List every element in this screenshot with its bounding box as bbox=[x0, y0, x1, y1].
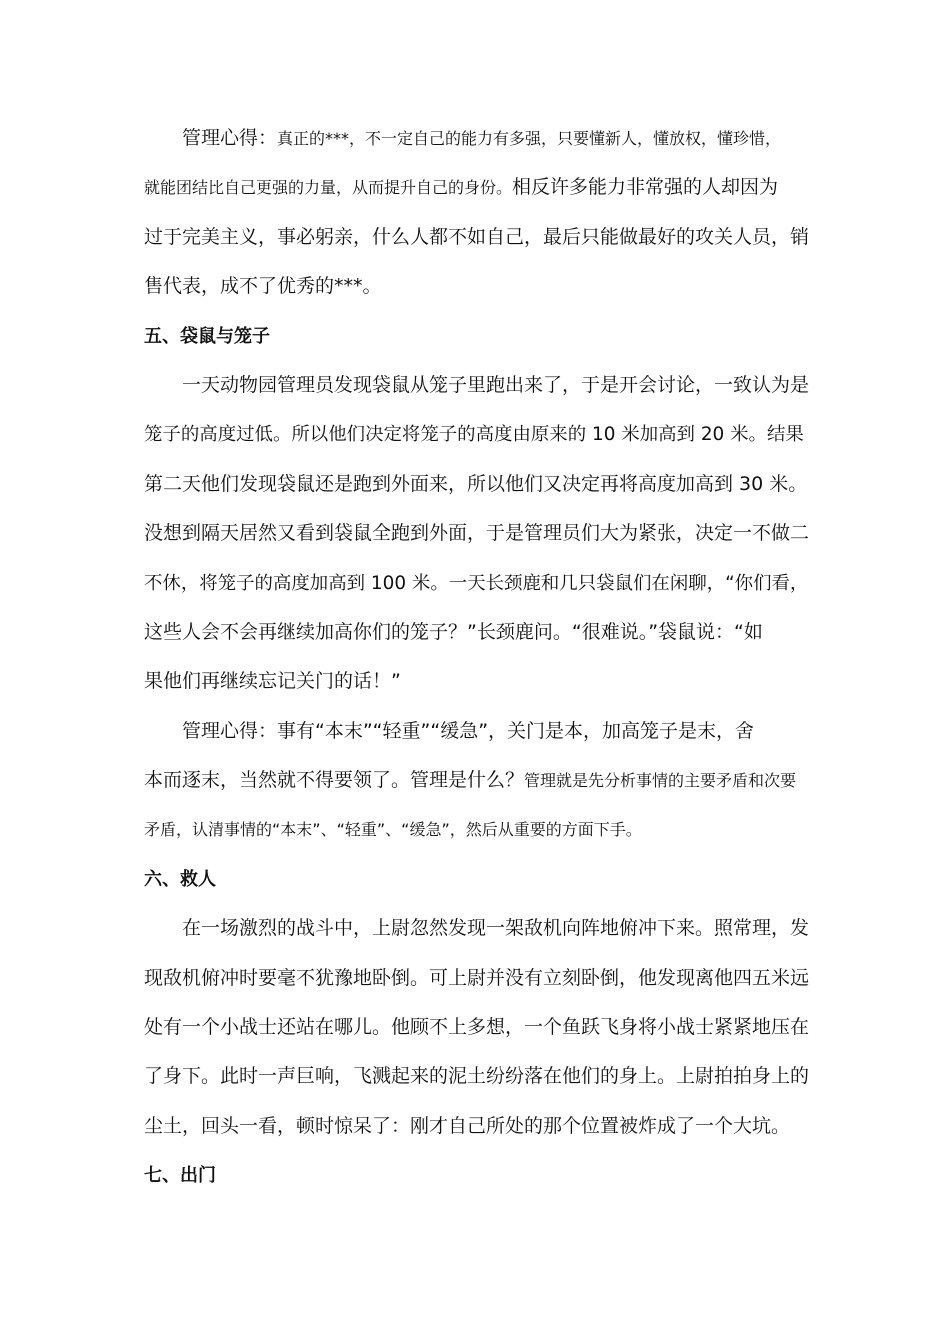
heading-text: 五、袋鼠与笼子 bbox=[144, 325, 270, 347]
text-run: 这些人会不会再继续加高你们的笼子？”长颈鹿问。“很难说。”袋鼠说：“如 bbox=[144, 620, 763, 643]
text-line bbox=[144, 559, 809, 608]
text-run: 没想到隔天居然又看到袋鼠全跑到外面，于是管理员们大为紧张，决定一不做二 bbox=[144, 522, 809, 545]
text-run: 真正的***，不一定自己的能力有多强，只要懂新人，懂放权，懂珍惜， bbox=[277, 129, 782, 148]
text-line bbox=[144, 213, 809, 262]
text-line bbox=[144, 1102, 809, 1151]
text-run: 过于完美主义，事必躬亲，什么人都不如自己，最后只能做最好的攻关人员，销 bbox=[144, 225, 809, 248]
text-run: 管理心得： bbox=[182, 127, 278, 149]
text-run: 了身下。此时一声巨响，飞溅起来的泥土纷纷落在他们的身上。上尉拍拍身上的 bbox=[144, 1065, 809, 1088]
text-line bbox=[144, 361, 809, 410]
text-line bbox=[144, 1052, 809, 1101]
text-run: 一天动物园管理员发现袋鼠从笼子里跑出来了，于是开会讨论，一致认为是 bbox=[182, 373, 809, 396]
document-body bbox=[144, 114, 809, 1201]
text-run: 管理就是先分析事情的主要矛盾和次要 bbox=[524, 771, 797, 791]
text-run: 在一场激烈的战斗中，上尉忽然发现一架敌机向阵地俯冲下来。照常理，发 bbox=[182, 917, 809, 940]
section-heading bbox=[144, 1151, 809, 1200]
text-line bbox=[144, 509, 809, 558]
text-line bbox=[144, 756, 809, 805]
text-line bbox=[144, 904, 809, 953]
text-line bbox=[144, 1003, 809, 1052]
text-run: 本而逐末，当然就不得要领了。管理是什么？ bbox=[144, 769, 525, 792]
text-run: 售代表，成不了优秀的***。 bbox=[144, 275, 382, 298]
heading-text: 七、出门 bbox=[144, 1165, 216, 1187]
text-line bbox=[144, 410, 809, 459]
heading-text: 六、救人 bbox=[144, 868, 216, 890]
text-line bbox=[144, 460, 809, 509]
section-heading bbox=[144, 312, 809, 361]
text-line bbox=[144, 608, 809, 657]
text-run: 现敌机俯冲时要毫不犹豫地卧倒。可上尉并没有立刻卧倒，他发现离他四五米远 bbox=[144, 966, 809, 989]
text-line bbox=[144, 163, 809, 212]
text-run: 就能团结比自己更强的力量，从而提升自己的身份。 bbox=[144, 178, 513, 198]
text-run: 相反许多能力非常强的人却因为 bbox=[512, 176, 779, 199]
text-run: 管理心得：事有“本末”“轻重”“缓急”，关门是本，加高笼子是末，舍 bbox=[182, 719, 755, 742]
text-run: 矛盾，认清事情的“本末”、“轻重”、“缓急”，然后从重要的方面下手。 bbox=[144, 820, 642, 840]
text-line bbox=[144, 805, 809, 854]
text-run: 果他们再继续忘记关门的话！” bbox=[144, 670, 401, 693]
section-heading bbox=[144, 855, 809, 904]
text-run: 尘土，回头一看，顿时惊呆了：刚才自己所处的那个位置被炸成了一个大坑。 bbox=[144, 1114, 791, 1137]
text-line bbox=[144, 657, 809, 706]
text-line bbox=[144, 114, 809, 163]
text-run: 处有一个小战士还站在哪儿。他顾不上多想，一个鱼跃飞身将小战士紧紧地压在 bbox=[144, 1016, 809, 1039]
text-run: 不休，将笼子的高度加高到 100 米。一天长颈鹿和几只袋鼠们在闲聊，“你们看， bbox=[144, 572, 809, 594]
text-line bbox=[144, 262, 809, 311]
text-line bbox=[144, 707, 809, 756]
text-run: 笼子的高度过低。所以他们决定将笼子的高度由原来的 10 米加高到 20 米。结果 bbox=[144, 424, 804, 446]
text-line bbox=[144, 954, 809, 1003]
text-run: 第二天他们发现袋鼠还是跑到外面来，所以他们又决定再将高度加高到 30 米。 bbox=[144, 472, 808, 495]
